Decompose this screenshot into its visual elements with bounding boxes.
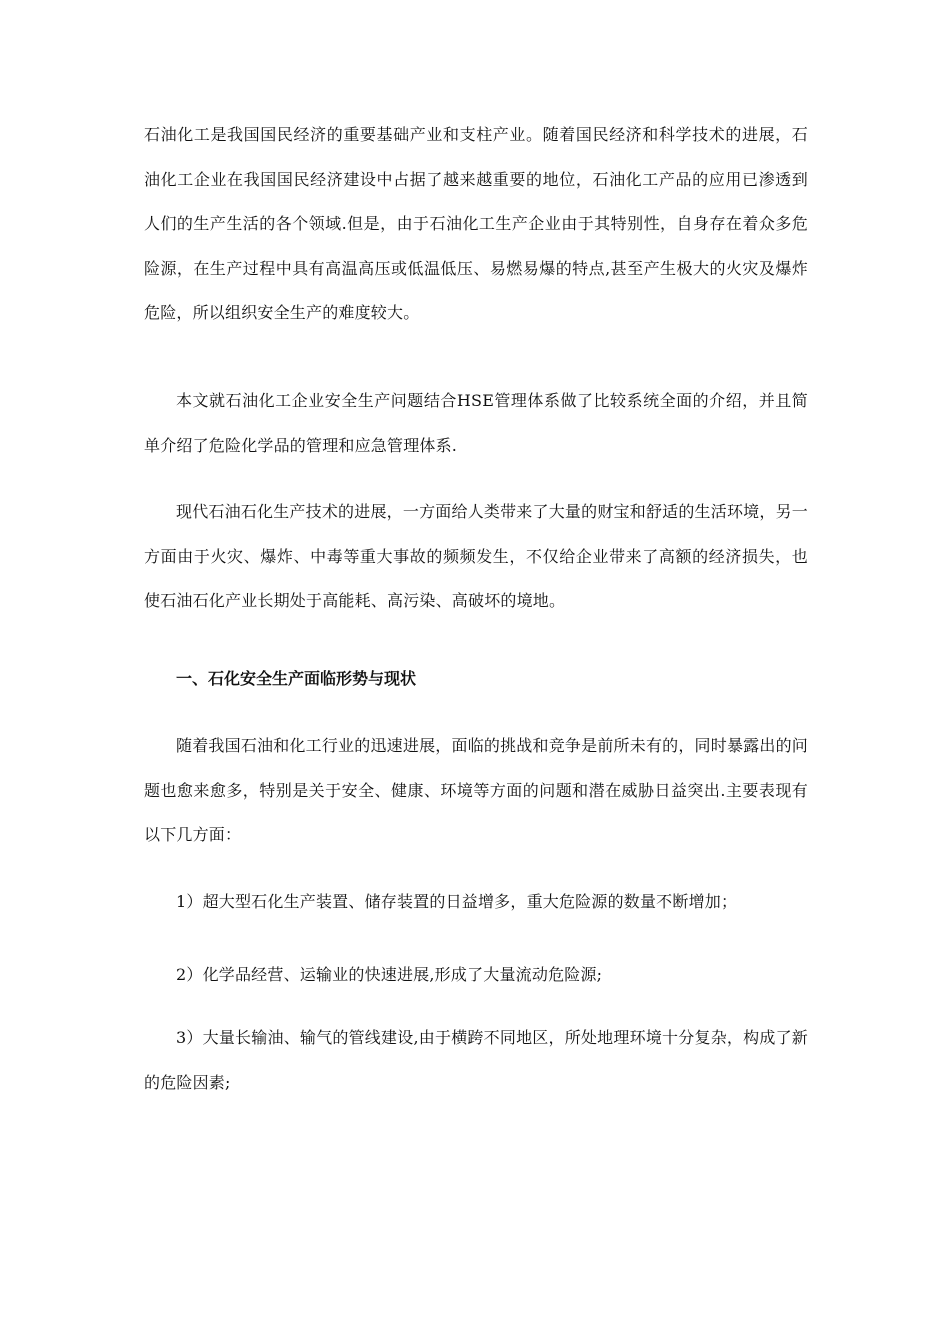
paragraph-background: 现代石油石化生产技术的进展，一方面给人类带来了大量的财宝和舒适的生活环境，另一方面由于火灾、爆炸、中毒等重大事故的频频发生，不仅给企业带来了高额的经济损失，也使石油石化产业长期处于高能耗、高污染、高破坏的境地。	[144, 502, 808, 610]
paragraph-scope: 本文就石油化工企业安全生产问题结合HSE管理体系做了比较系统全面的介绍，并且简单介绍了危险化学品的管理和应急管理体系.	[144, 391, 808, 455]
list-item: 2）化学品经营、运输业的快速进展,形成了大量流动危险源;	[176, 965, 603, 984]
list-item: 1）超大型石化生产装置、储存装置的日益增多，重大危险源的数量不断增加；	[176, 892, 738, 911]
list-item: 3）大量长输油、输气的管线建设,由于横跨不同地区，所处地理环境十分复杂，构成了新的危险因素;	[144, 1028, 808, 1092]
section-heading: 一、石化安全生产面临形势与现状	[176, 669, 417, 688]
section-intro-paragraph: 随着我国石油和化工行业的迅速进展，面临的挑战和竞争是前所未有的，同时暴露出的问题也愈来愈多，特别是关于安全、健康、环境等方面的问题和潜在威胁日益突出.主要表现有以下几方面：	[144, 736, 808, 844]
paragraph-intro: 石油化工是我国国民经济的重要基础产业和支柱产业。随着国民经济和科学技术的进展，石油化工企业在我国国民经济建设中占据了越来越重要的地位，石油化工产品的应用已渗透到人们的生产生活的各个领域.但是，由于石油化工生产企业由于其特别性，自身存在着众多危险源，在生产过程中具有高温高压或低温低压、易燃易爆的特点,甚至产生极大的火灾及爆炸危险，所以组织安全生产的难度较大。	[144, 125, 808, 322]
